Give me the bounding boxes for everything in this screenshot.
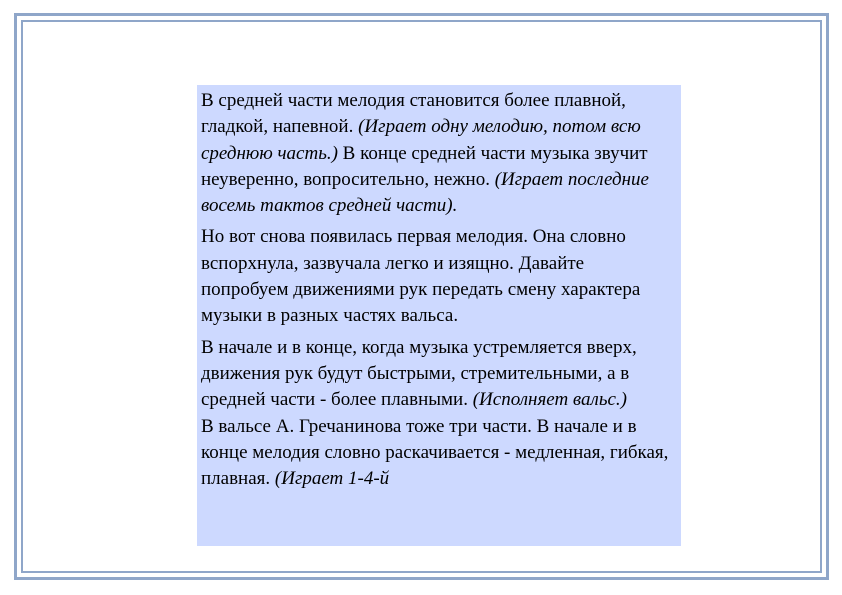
paragraph-first-melody-returns — [201, 224, 675, 329]
text-run-italic: (Исполняет вальс.) — [472, 389, 627, 411]
text-run-italic: (Играет последние восемь тактов средней части). — [201, 168, 649, 217]
text-run: Но вот снова появилась первая мелодия. Она словно вспорхнула, зазвучала легко и изящно. Давайте попробуем движениями рук передать смену характера музыки в разных частях вальса. — [201, 226, 641, 327]
text-run: В средней части мелодия становится более плавной, гладкой, напевной. — [201, 90, 626, 138]
paragraph-middle-part — [201, 88, 675, 219]
text-run: В начале и в конце, когда музыка устремляется вверх, движения рук будут быстрыми, стремительными, а в средней части - более плавными. — [201, 336, 637, 411]
text-run-italic: (Играет 1-4-й — [274, 468, 390, 490]
slide-text-block — [197, 85, 681, 546]
text-run: В вальсе А. Гречанинова тоже три части. В начале и в конце мелодия словно раскачивается - медленная, гибкая, плавная. — [201, 415, 669, 490]
text-run: В конце средней части музыка звучит неуверенно, вопросительно, нежно. — [201, 142, 648, 190]
text-run-italic: (Играет одну мелодию, потом всю среднюю часть.) — [201, 116, 641, 164]
paragraph-hand-movements — [201, 335, 675, 414]
paragraph-grechaninov-waltz — [201, 414, 675, 493]
